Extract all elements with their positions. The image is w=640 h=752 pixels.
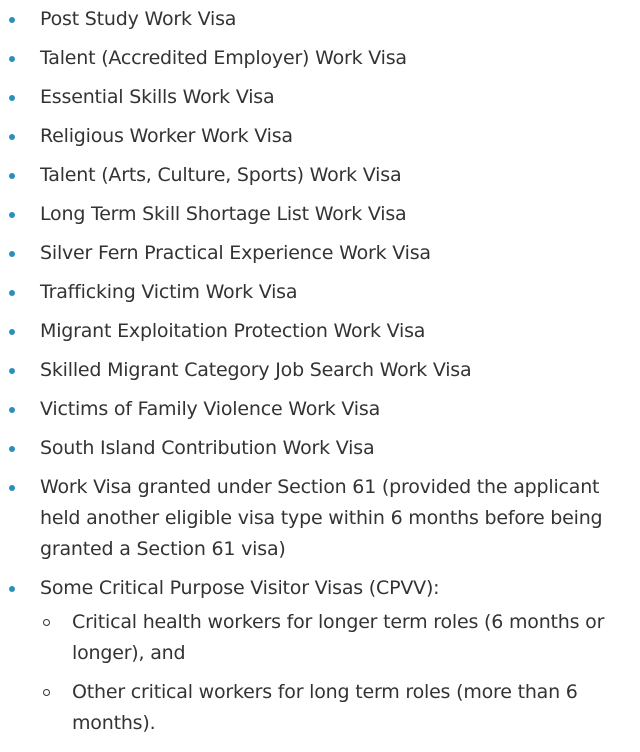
sub-list [40, 607, 640, 739]
bullet-icon [9, 17, 15, 23]
hollow-bullet-icon [43, 619, 50, 626]
list-item-label: Victims of Family Violence Work Visa [40, 398, 381, 420]
list-item [0, 160, 640, 191]
list-item-label: Talent (Accredited Employer) Work Visa [40, 47, 407, 69]
list-item [0, 238, 640, 269]
list-item [0, 4, 640, 35]
sub-list-item [40, 607, 640, 669]
list-item [0, 43, 640, 74]
list-item [0, 121, 640, 152]
list-item [0, 82, 640, 113]
bullet-icon [9, 95, 15, 101]
bullet-icon [9, 446, 15, 452]
list-item-label: Essential Skills Work Visa [40, 86, 275, 108]
list-item-label: Silver Fern Practical Experience Work Visa [40, 242, 431, 264]
list-item [0, 394, 640, 425]
list-item-label: Some Critical Purpose Visitor Visas (CPVV): [40, 577, 440, 599]
bullet-icon [9, 368, 15, 374]
bullet-icon [9, 407, 15, 413]
list-item-label: Work Visa granted under Section 61 (provided the applicant held another eligible visa type within 6 months before being granted a Section 61 visa) [40, 476, 603, 560]
bullet-icon [9, 329, 15, 335]
list-item [0, 355, 640, 386]
sub-list-item [40, 677, 640, 739]
list-item [0, 573, 640, 739]
list-item [0, 433, 640, 464]
list-item [0, 199, 640, 230]
list-item [0, 277, 640, 308]
bullet-icon [9, 173, 15, 179]
list-item-label: Religious Worker Work Visa [40, 125, 293, 147]
bullet-icon [9, 586, 15, 592]
sub-list-item-label: Critical health workers for longer term roles (6 months or longer), and [72, 611, 605, 664]
list-item-label: Trafficking Victim Work Visa [40, 281, 298, 303]
list-item [0, 316, 640, 347]
list-item [0, 472, 640, 565]
bullet-icon [9, 290, 15, 296]
hollow-bullet-icon [43, 689, 50, 696]
bullet-icon [9, 485, 15, 491]
list-item-label: South Island Contribution Work Visa [40, 437, 375, 459]
sub-list-item-label: Other critical workers for long term roles (more than 6 months). [72, 681, 578, 734]
list-item-label: Post Study Work Visa [40, 8, 237, 30]
list-item-label: Skilled Migrant Category Job Search Work Visa [40, 359, 472, 381]
bullet-icon [9, 251, 15, 257]
list-item-label: Talent (Arts, Culture, Sports) Work Visa [40, 164, 402, 186]
list-item-label: Migrant Exploitation Protection Work Visa [40, 320, 426, 342]
bullet-icon [9, 56, 15, 62]
bullet-icon [9, 134, 15, 140]
bullet-icon [9, 212, 15, 218]
visa-list [0, 4, 640, 739]
list-item-label: Long Term Skill Shortage List Work Visa [40, 203, 407, 225]
